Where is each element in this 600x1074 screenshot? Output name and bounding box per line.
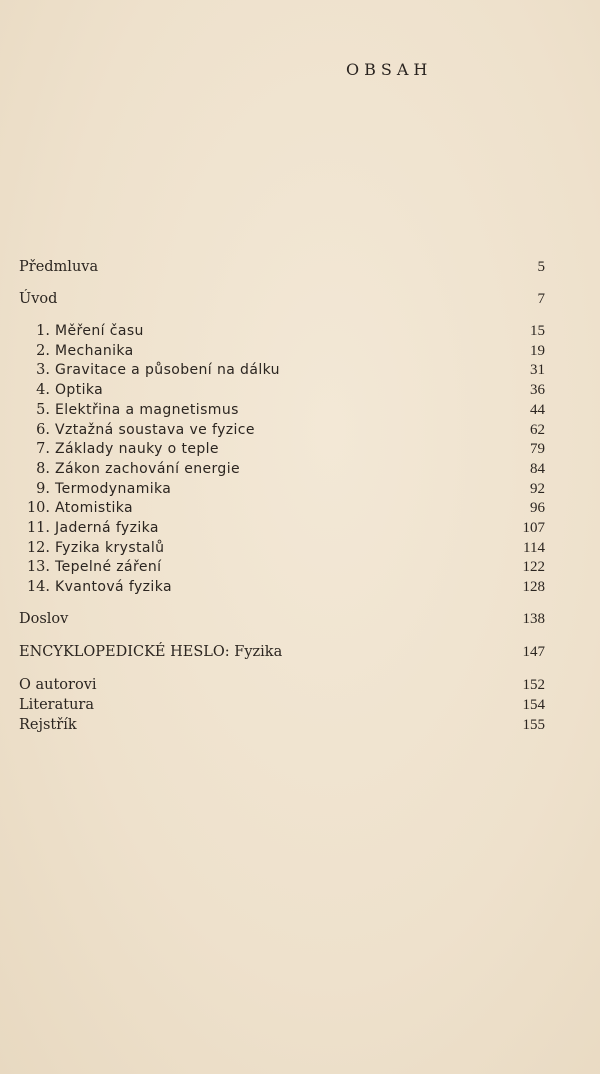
toc-label: Mechanika <box>55 343 134 359</box>
toc-label: Elektřina a magnetismus <box>55 402 239 418</box>
toc-label: Atomistika <box>55 500 134 516</box>
toc-page-number: 5 <box>537 259 545 275</box>
toc-entry <box>19 609 545 629</box>
toc-entry <box>19 459 545 479</box>
toc-chapter-number: 4. <box>36 382 50 398</box>
toc-page-number: 155 <box>522 717 545 733</box>
toc-label: Předmluva <box>19 259 99 275</box>
toc-chapter-number: 7. <box>36 441 50 457</box>
toc-entry <box>19 498 545 518</box>
toc-chapter-number: 6. <box>36 422 50 438</box>
toc-page-number: 44 <box>530 402 545 418</box>
toc-entry <box>19 675 545 695</box>
toc-page-number: 19 <box>530 343 545 359</box>
toc-page-number: 36 <box>530 382 545 398</box>
toc-chapter-number: 13. <box>26 559 50 575</box>
toc-entry <box>19 341 545 361</box>
toc-page-number: 147 <box>522 644 545 660</box>
toc-page-number: 79 <box>530 441 545 457</box>
toc-entry <box>19 321 545 341</box>
toc-page-number: 138 <box>522 611 545 627</box>
toc-label: Doslov <box>19 611 69 627</box>
toc-label: Tepelné záření <box>55 559 162 575</box>
toc-chapter-number: 10. <box>26 500 50 516</box>
toc-chapter-number: 3. <box>36 362 50 378</box>
toc-entry <box>19 642 545 662</box>
toc-label: Optika <box>55 382 104 398</box>
toc-label: Literatura <box>19 697 94 713</box>
toc-chapter-number: 1. <box>36 323 50 339</box>
toc-label: Měření času <box>55 323 144 339</box>
toc-chapter-number: 9. <box>36 481 50 497</box>
toc-page-number: 154 <box>522 697 545 713</box>
toc-label: Úvod <box>19 291 58 307</box>
toc-label: Gravitace a působení na dálku <box>55 362 280 378</box>
toc-chapter-number: 2. <box>36 343 50 359</box>
toc-page-number: 92 <box>530 481 545 497</box>
toc-label: Jaderná fyzika <box>55 520 159 536</box>
toc-label: Kvantová fyzika <box>55 579 172 595</box>
toc-label: Fyzika krystalů <box>55 540 165 556</box>
toc-label: Zákon zachování energie <box>55 461 241 477</box>
toc-entry <box>19 518 545 538</box>
toc-entry <box>19 695 545 715</box>
toc-entry <box>19 257 545 277</box>
toc-page-number: 114 <box>523 540 545 556</box>
toc-entry <box>19 538 545 558</box>
toc-label: ENCYKLOPEDICKÉ HESLO: Fyzika <box>19 644 283 660</box>
toc-entry <box>19 360 545 380</box>
toc-page-number: 107 <box>522 520 545 536</box>
toc-page-number: 152 <box>522 677 545 693</box>
toc-page-number: 15 <box>530 323 545 339</box>
toc-chapter-number: 12. <box>26 540 50 556</box>
toc-page-number: 96 <box>530 500 545 516</box>
toc-chapter-number: 8. <box>36 461 50 477</box>
toc-entry <box>19 400 545 420</box>
toc-entry <box>19 420 545 440</box>
toc-entry <box>19 557 545 577</box>
toc-chapter-number: 14. <box>26 579 50 595</box>
toc-page-number: 31 <box>530 362 545 378</box>
toc-entry <box>19 289 545 309</box>
toc-label: Vztažná soustava ve fyzice <box>55 422 255 438</box>
toc-entry <box>19 479 545 499</box>
toc-label: Základy nauky o teple <box>55 441 219 457</box>
toc-page-number: 7 <box>537 291 545 307</box>
toc-chapter-number: 5. <box>36 402 50 418</box>
toc-page-number: 62 <box>530 422 545 438</box>
toc-entry <box>19 439 545 459</box>
toc-label: Rejstřík <box>19 717 77 733</box>
toc-entry <box>19 380 545 400</box>
toc-entry <box>19 715 545 735</box>
toc-entry <box>19 577 545 597</box>
toc-label: Termodynamika <box>55 481 172 497</box>
toc-label: O autorovi <box>19 677 97 693</box>
toc-page-number: 122 <box>522 559 545 575</box>
toc-chapter-number: 11. <box>26 520 50 536</box>
toc-page-number: 128 <box>522 579 545 595</box>
toc-page-number: 84 <box>530 461 545 477</box>
page-title: OBSAH <box>346 60 433 79</box>
